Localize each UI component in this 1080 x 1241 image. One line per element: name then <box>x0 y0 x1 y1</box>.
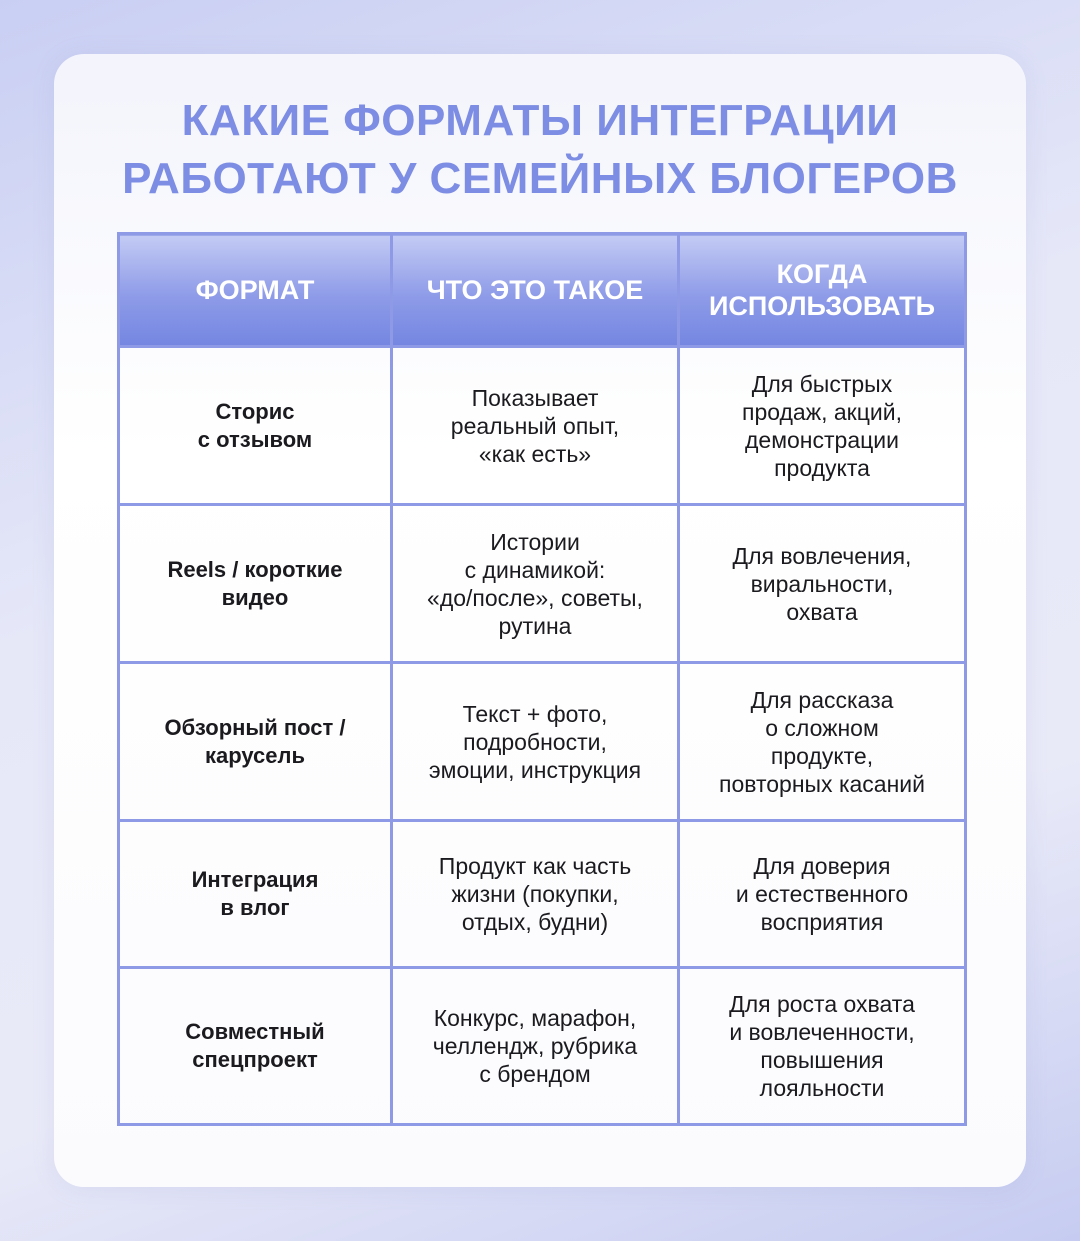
header-when-to-use: КОГДА ИСПОЛЬЗОВАТЬ <box>679 234 966 347</box>
table-row <box>119 347 966 505</box>
cell-when: Для быстрых продаж, акций, демонстрации продукта <box>679 347 966 505</box>
cell-format: Обзорный пост / карусель <box>119 663 392 821</box>
table-row <box>119 505 966 663</box>
cell-when: Для рассказа о сложном продукте, повторных касаний <box>679 663 966 821</box>
cell-when: Для вовлечения, виральности, охвата <box>679 505 966 663</box>
cell-when: Для роста охвата и вовлеченности, повышения лояльности <box>679 968 966 1125</box>
table-header-row <box>119 234 966 347</box>
cell-format: Сторис с отзывом <box>119 347 392 505</box>
cell-what: Текст + фото, подробности, эмоции, инструкция <box>392 663 679 821</box>
title-line-1: КАКИЕ ФОРМАТЫ ИНТЕГРАЦИИ <box>181 96 899 145</box>
title-line-2: РАБОТАЮТ У СЕМЕЙНЫХ БЛОГЕРОВ <box>122 154 958 203</box>
cell-what: Показывает реальный опыт, «как есть» <box>392 347 679 505</box>
header-what-it-is: ЧТО ЭТО ТАКОЕ <box>392 234 679 347</box>
cell-format: Совместный спецпроект <box>119 968 392 1125</box>
cell-what: Продукт как часть жизни (покупки, отдых, будни) <box>392 821 679 968</box>
page-title <box>0 92 1080 208</box>
cell-what: Истории с динамикой: «до/после», советы, рутина <box>392 505 679 663</box>
table-row <box>119 821 966 968</box>
cell-format: Интеграция в влог <box>119 821 392 968</box>
table-row <box>119 968 966 1125</box>
header-format: ФОРМАТ <box>119 234 392 347</box>
integration-formats-table <box>117 232 967 1126</box>
table-row <box>119 663 966 821</box>
cell-format: Reels / короткие видео <box>119 505 392 663</box>
cell-when: Для доверия и естественного восприятия <box>679 821 966 968</box>
cell-what: Конкурс, марафон, челлендж, рубрика с брендом <box>392 968 679 1125</box>
